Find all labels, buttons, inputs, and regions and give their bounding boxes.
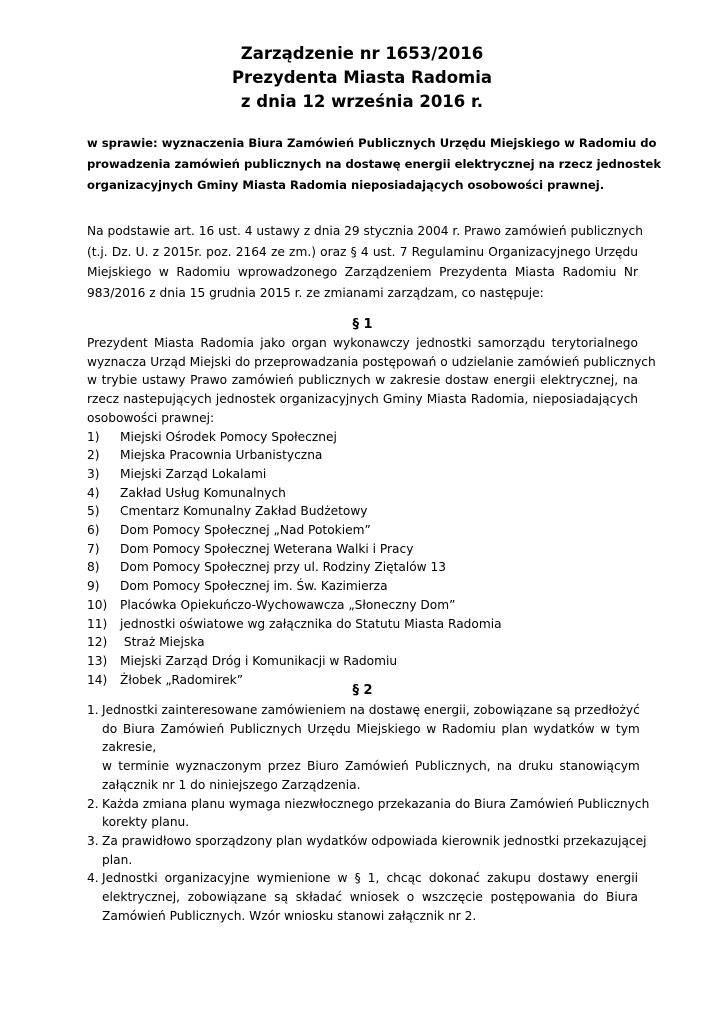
item-line: Za prawidłowo sporządzony plan wydatków odpowiada kierownik jednostki przekazującej [102, 833, 647, 848]
legal-basis [87, 221, 643, 303]
section-1 [87, 334, 656, 689]
item-number: 4. [87, 871, 99, 886]
document-subject [87, 133, 662, 196]
intro-line: Prezydent Miasta Radomia jako organ wykonawczy jednostki samorządu terytorialnego [87, 336, 638, 350]
unit-name: Miejski Ośrodek Pomocy Społecznej [120, 429, 337, 444]
unit-list-item [87, 633, 638, 652]
section-2-item [87, 869, 638, 925]
unit-list-item [87, 558, 638, 577]
item-line: korekty planu. [102, 815, 190, 830]
item-text [102, 701, 640, 795]
unit-list-item [87, 615, 638, 634]
section-2-heading: § 2 [352, 683, 373, 698]
unit-number: 14) [87, 672, 108, 687]
unit-number: 4) [87, 485, 100, 500]
item-line: Każda zmiana planu wymaga niezwłocznego przekazania do Biura Zamówień Publicznych [102, 796, 650, 811]
item-line: zakresie, [102, 740, 157, 755]
unit-list-item [87, 502, 638, 521]
unit-name: Placówka Opiekuńczo-Wychowawcza „Słoneczny Dom” [120, 597, 456, 612]
item-number: 1. [87, 703, 99, 717]
item-line: Jednostki zainteresowane zamówieniem na dostawę energii, zobowiązane są przedłożyć [102, 703, 640, 717]
unit-name: Dom Pomocy Społecznej przy ul. Rodziny Ziętalów 13 [120, 560, 447, 575]
item-text [102, 869, 638, 925]
basis-line: Na podstawie art. 16 ust. 4 ustawy z dnia 29 stycznia 2004 r. Prawo zamówień publicznych [87, 224, 643, 238]
unit-number: 10) [87, 597, 108, 612]
unit-name: Miejski Zarząd Dróg i Komunikacji w Radomiu [120, 653, 398, 668]
unit-number: 2) [87, 448, 100, 463]
item-line: Zamówień Publicznych. Wzór wniosku stanowi załącznik nr 2. [102, 908, 477, 923]
unit-number: 9) [87, 579, 100, 594]
unit-name: Cmentarz Komunalny Zakład Budżetowy [120, 504, 368, 519]
section-1-heading: § 1 [352, 317, 373, 332]
unit-name: jednostki oświatowe wg załącznika do Statutu Miasta Radomia [120, 616, 502, 631]
subject-line: organizacyjnych Gminy Miasta Radomia nieposiadających osobowości prawnej. [87, 178, 605, 192]
unit-number: 6) [87, 523, 100, 538]
unit-name: Straż Miejska [120, 635, 205, 650]
section-2-item [87, 701, 638, 795]
item-line: w terminie wyznaczonym przez Biuro Zamówień Publicznych, na druku stanowiącym [102, 759, 640, 774]
title-line: Zarządzenie nr 1653/2016 [240, 44, 484, 63]
units-list [87, 428, 638, 690]
unit-name: Dom Pomocy Społecznej im. Św. Kazimierza [120, 579, 388, 594]
unit-number: 13) [87, 653, 108, 668]
unit-name: Zakład Usług Komunalnych [120, 485, 286, 500]
unit-number: 8) [87, 560, 100, 575]
unit-list-item [87, 465, 638, 484]
item-number: 3. [87, 833, 99, 848]
section-2-list [87, 701, 650, 925]
item-line: plan. [102, 852, 133, 867]
unit-name: Miejska Pracownia Urbanistyczna [120, 448, 323, 463]
unit-name: Dom Pomocy Społecznej „Nad Potokiem” [120, 523, 371, 538]
unit-list-item [87, 521, 638, 540]
unit-list-item [87, 596, 638, 615]
title-line: z dnia 12 września 2016 r. [240, 92, 484, 111]
unit-list-item [87, 577, 638, 596]
unit-number: 3) [87, 466, 100, 481]
section-2-item [87, 832, 647, 869]
basis-line: 983/2016 z dnia 15 grudnia 2015 r. ze zmianami zarządzam, co następuje: [87, 285, 544, 300]
unit-number: 7) [87, 541, 100, 556]
intro-line: osobowości prawnej: [87, 410, 215, 425]
subject-line: w sprawie: wyznaczenia Biura Zamówień Publicznych Urzędu Miejskiego w Radomiu do [87, 136, 657, 150]
unit-number: 1) [87, 429, 100, 444]
item-number: 2. [87, 796, 99, 811]
unit-list-item [87, 652, 638, 671]
basis-line: Miejskiego w Radomiu wprowadzonego Zarządzeniem Prezydenta Miasta Radomiu Nr [87, 265, 638, 279]
intro-line: rzecz nastepujących jednostek organizacyjnych Gminy Miasta Radomia, nieposiadających [87, 392, 638, 407]
item-line: Jednostki organizacyjne wymienione w § 1, chcąc dokonać zakupu dostawy energii [102, 871, 638, 886]
unit-name: Żłobek „Radomirek” [120, 672, 244, 687]
unit-list-item [87, 428, 638, 447]
unit-number: 11) [87, 616, 108, 631]
unit-number: 12) [87, 635, 108, 650]
section-2-item [87, 795, 650, 832]
unit-list-item [87, 540, 638, 559]
document-title [0, 42, 724, 114]
unit-name: Dom Pomocy Społecznej Weterana Walki i Pracy [120, 541, 414, 556]
item-text [102, 832, 647, 869]
unit-list-item [87, 446, 638, 465]
section-2 [87, 701, 650, 925]
intro-line: w trybie ustawy Prawo zamówień publicznych w zakresie dostaw energii elektrycznej, na [87, 373, 638, 388]
unit-name: Miejski Zarząd Lokalami [120, 466, 267, 481]
subject-line: prowadzenia zamówień publicznych na dostawę energii elektrycznej na rzecz jednostek [87, 157, 662, 171]
intro-line: wyznacza Urząd Miejski do przeprowadzania postępowań o udzielanie zamówień publicznych [87, 354, 656, 369]
item-line: do Biura Zamówień Publicznych Urzędu Miejskiego w Radomiu plan wydatków w tym [102, 721, 640, 736]
section-1-intro [87, 334, 656, 428]
item-text [102, 795, 649, 832]
item-line: załącznik nr 1 do niniejszego Zarządzenia. [102, 777, 361, 792]
item-line: elektrycznej, zobowiązane są składać wniosek o wszczęcie postępowania do Biura [102, 890, 638, 905]
unit-list-item [87, 484, 638, 503]
unit-number: 5) [87, 504, 100, 519]
basis-line: (t.j. Dz. U. z 2015r. poz. 2164 ze zm.) oraz § 4 ust. 7 Regulaminu Organizacyjnego Urzędu [87, 244, 638, 259]
title-line: Prezydenta Miasta Radomia [231, 68, 493, 87]
